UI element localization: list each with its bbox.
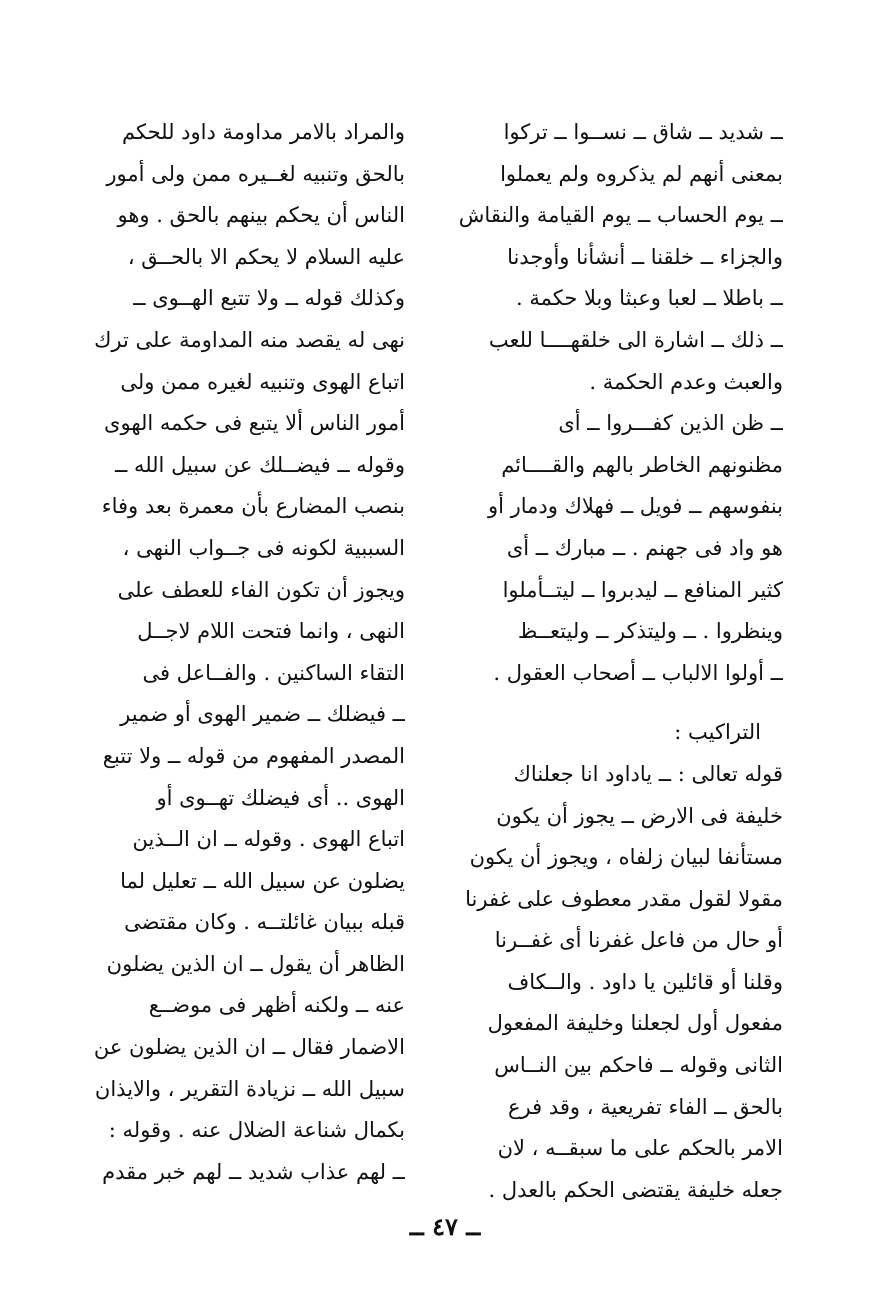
text-line: النهى ، وانما فتحت اللام لاجــل: [137, 619, 405, 644]
text-line: ــ أولوا الالباب ــ أصحاب العقول .: [493, 660, 783, 685]
text-line: اتباع الهوى وتنبيه لغيره ممن ولى: [120, 369, 405, 394]
text-line: بنصب المضارع بأن معمرة بعد وفاء: [101, 494, 405, 519]
text-line: عليه السلام لا يحكم الا بالحــق ،: [127, 244, 405, 269]
text-line: هو واد فى جهنم . ــ مبارك ــ أى: [506, 535, 783, 560]
text-line: ــ باطلا ــ لعبا وعبثا وبلا حكمة .: [515, 286, 783, 311]
section-spacer: [443, 694, 783, 712]
text-line: والجزاء ــ خلقنا ــ أنشأنا وأوجدنا: [507, 244, 783, 269]
text-line: ــ فيضلك ــ ضمير الهوى أو ضمير: [120, 702, 405, 727]
text-line: بنفوسهم ــ فويل ــ فهلاك ودمار أو: [487, 494, 783, 519]
text-line: سبيل الله ــ نزيادة التقرير ، والايذان: [94, 1076, 405, 1101]
text-line: التقاء الساكنين . والفــاعل فى: [142, 660, 405, 685]
text-line: اتباع الهوى . وقوله ــ ان الــذين: [132, 827, 405, 852]
text-line: وينظروا . ــ وليتذكر ــ وليتعــظ: [517, 619, 783, 644]
text-line: ويجوز أن تكون الفاء للعطف على: [117, 577, 405, 602]
text-line: مستأنفا لبيان زلفاه ، ويجوز أن يكون: [469, 845, 783, 870]
text-line: الامر بالحكم على ما سبقــه ، لان: [497, 1136, 783, 1161]
text-line: يضلون عن سبيل الله ــ تعليل لما: [120, 868, 405, 893]
text-line: ــ شديد ــ شاق ــ نســوا ــ تركوا: [503, 120, 783, 144]
page-number: ــ ٤٧ ــ: [409, 1212, 481, 1241]
text-line: ــ ظن الذين كفـــروا ــ أى: [558, 411, 783, 436]
text-line: الاضمار فقال ــ ان الذين يضلون عن: [93, 1035, 405, 1060]
text-line: الظاهر أن يقول ــ ان الذين يضلون: [106, 951, 405, 976]
text-line: خليفة فى الارض ــ يجوز أن يكون: [496, 803, 783, 828]
text-line: وقوله ــ فيضــلك عن سبيل الله ــ: [114, 452, 405, 477]
text-line: قبله ببيان غائلتــه . وكان مقتضى: [124, 910, 405, 935]
text-line: والعبث وعدم الحكمة .: [589, 369, 783, 394]
text-line: السببية لكونه فى جــواب النهى ،: [122, 535, 405, 560]
text-line: مقولا لقول مقدر معطوف على غفرنا: [465, 886, 783, 911]
text-line: مفعول أول لجعلنا وخليفة المفعول: [487, 1011, 783, 1036]
text-line: الثانى وقوله ــ فاحكم بين النــاس: [494, 1053, 783, 1078]
text-line: ــ يوم الحساب ــ يوم القيامة والنقاش: [458, 203, 783, 228]
left-column: [70, 112, 405, 1193]
text-line: عنه ــ ولكنه أظهر فى موضــع: [148, 993, 405, 1018]
text-line: جعله خليفة يقتضى الحكم بالعدل .: [488, 1177, 783, 1202]
right-column: [443, 112, 783, 1211]
text-line: الهوى .. أى فيضلك تهــوى أو: [156, 785, 405, 810]
text-line: بمعنى أنهم لم يذكروه ولم يعملوا: [500, 161, 783, 186]
text-line: ــ ذلك ــ اشارة الى خلقهــــا للعب: [488, 327, 783, 352]
section-heading: التراكيب :: [674, 720, 761, 745]
text-line: مظنونهم الخاطر بالهم والقــــائم: [501, 452, 783, 477]
text-line: وقلنا أو قائلين يا داود . والــكاف: [507, 969, 783, 994]
text-line: أمور الناس ألا يتبع فى حكمه الهوى: [104, 411, 405, 436]
text-line: وكذلك قوله ــ ولا تتبع الهــوى ــ: [133, 286, 405, 311]
text-line: قوله تعالى : ــ ياداود انا جعلناك: [513, 761, 783, 786]
text-line: الناس أن يحكم بينهم بالحق . وهو: [117, 203, 405, 228]
text-line: المصدر المفهوم من قوله ــ ولا تتبع: [102, 743, 405, 768]
text-line: والمراد بالامر مداومة داود للحكم: [122, 120, 405, 144]
text-line: بكمال شناعة الضلال عنه . وقوله :: [108, 1118, 405, 1143]
text-line: أو حال من فاعل غفرنا أى غفــرنا: [494, 928, 783, 953]
text-line: ــ لهم عذاب شديد ــ لهم خبر مقدم: [102, 1159, 405, 1184]
text-line: كثير المنافع ــ ليدبروا ــ ليتــأملوا: [502, 577, 783, 602]
text-line: بالحق وتنبيه لغــيره ممن ولى أمور: [106, 161, 405, 186]
text-line: بالحق ــ الفاء تفريعية ، وقد فرع: [508, 1094, 783, 1119]
text-line: نهى له يقصد منه المداومة على ترك: [94, 327, 405, 352]
